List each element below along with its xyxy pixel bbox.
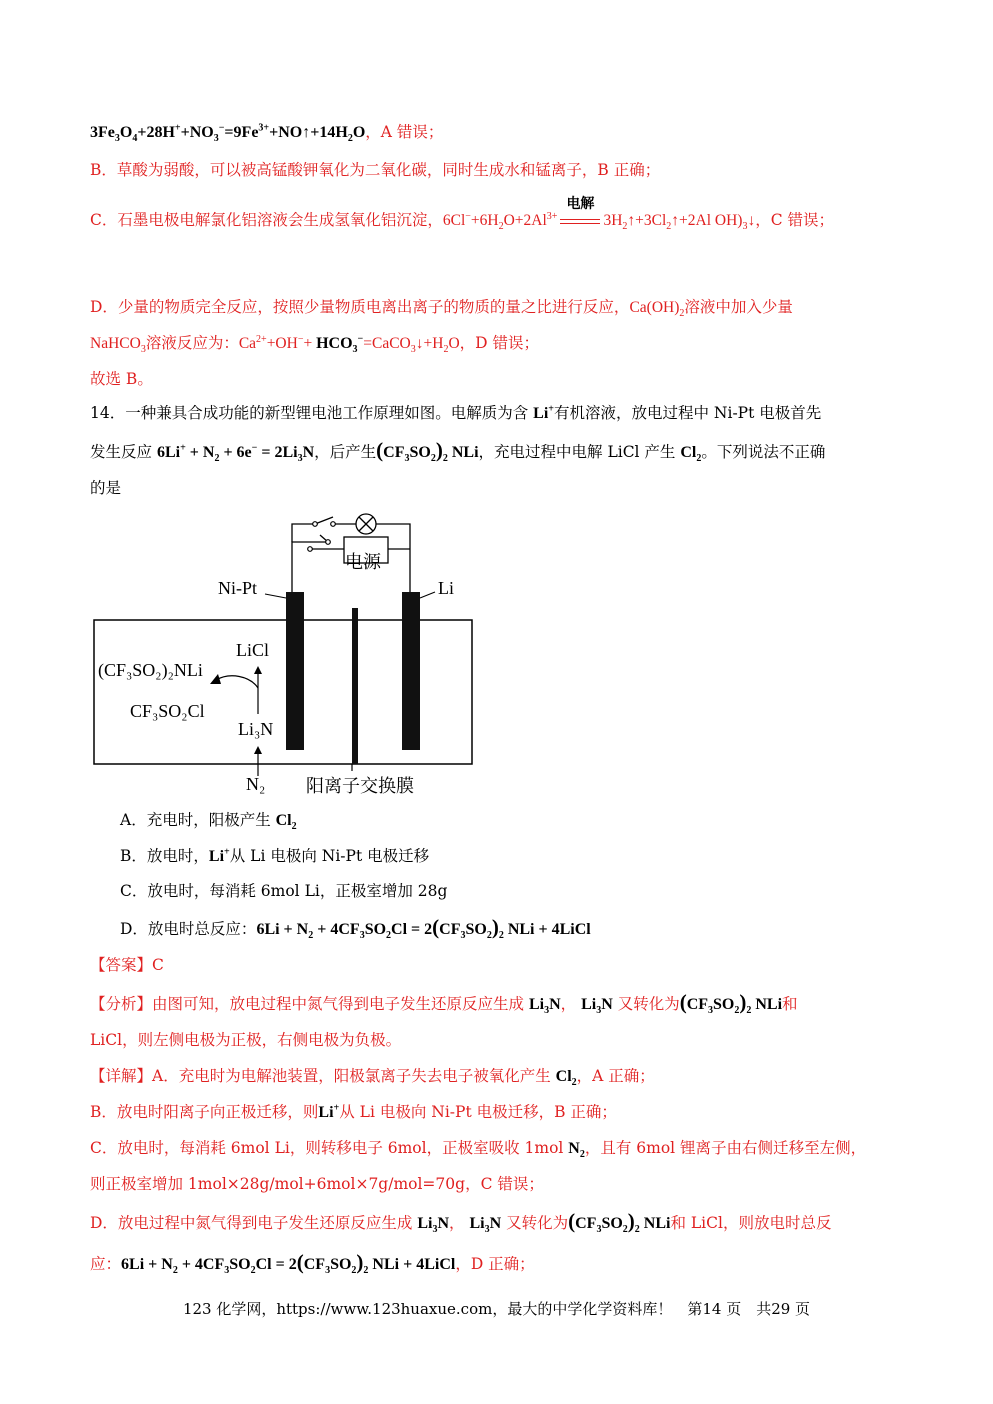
formula: $HCO_3^-$ (316, 333, 364, 356)
formula: $Cl_2$ (680, 444, 702, 465)
formula: $(CF_3SO_2)_2$ NLi (568, 1209, 671, 1236)
prev-eq-line (90, 122, 443, 143)
formula: $Li_3N$ (581, 996, 613, 1017)
formula: $Cl_2$ (555, 1068, 577, 1089)
detail-a: 【详解】A．充电时为电解池装置，阳极氯离子失去电子被氧化产生 $Cl_2$，A 正确； (90, 1067, 655, 1089)
option-c: C．放电时，每消耗 6mol Li，正极室增加 28g (120, 882, 448, 900)
membrane-label: 阳离子交换膜 (306, 776, 414, 796)
analysis-line-1: 【分析】由图可知，放电过程中氮气得到电子发生还原反应生成 $Li_3N$， $Li_3N$ 又转化为$(CF_3SO_2)_2$ NLi和 (90, 990, 798, 1017)
li-label: Li (438, 578, 454, 598)
formula: $Ca(OH)_2$ (629, 299, 685, 320)
membrane (352, 608, 358, 764)
formula: $3H_2↑+3Cl_2↑+2Al$ $OH)_3↓$ (603, 212, 756, 233)
formula: $Ca^{2+}+OH^-+$ (238, 333, 317, 352)
option-a: A．充电时，阳极产生 $Cl_2$ (120, 811, 297, 833)
n2-label: N₂ (246, 774, 266, 794)
prev-c: C．石墨电极电解氯化铝溶液会生成氢氧化铝沉淀，$6Cl^-+6H_2O+2Al^{3+}$ 电解 $3H_2↑+3Cl_2↑+2Al$ $OH)_3↓$，C 错误； (90, 196, 834, 233)
battery-diagram (90, 508, 490, 808)
prev-choose: 故选 B。 (90, 370, 153, 388)
formula: NaHCO$_3$ (90, 335, 146, 356)
product-label: (CF₃SO₂)₂NLi (98, 660, 203, 680)
option-b: B．放电时，Li+从 Li 电极向 Ni-Pt 电极迁移 (120, 846, 430, 865)
formula: $3Fe_3O_4+28H^++NO_3^-=9Fe^{3+}+NO↑+14H_2O$ (90, 122, 366, 145)
option-d: D．放电时总反应：$6Li + N_2 + 4CF_3SO_2Cl = 2(CF_3SO_2)_2$ NLi + 4LiCl (120, 915, 591, 942)
question-line-1: 14．一种兼具合成功能的新型锂电池工作原理如图。电解质为含 Li+有机溶液，放电过程中 Ni-Pt 电极首先 (90, 403, 822, 422)
formula: Li+ (533, 403, 554, 422)
detail-c2: 则正极室增加 1mol×28g/mol+6mol×7g/mol=70g，C 错误； (90, 1175, 544, 1193)
prev-d1: D．少量的物质完全反应，按照少量物质电离出离子的物质的量之比进行反应，$Ca(OH)_2$溶液中加入少量 (90, 298, 793, 320)
licl-label: LiCl (236, 640, 270, 660)
ni-pt-label: Ni-Pt (218, 578, 258, 598)
li3n-label: Li₃N (238, 719, 274, 739)
curved-arrow (216, 676, 258, 688)
formula: $6Cl^-+6H_2O+2Al^{3+}$ (442, 210, 558, 233)
li-electrode (402, 592, 420, 750)
detail-d2: 应：$6Li + N_2 + 4CF_3SO_2Cl = 2(CF_3SO_2)_2$ NLi + 4LiCl，D 正确； (90, 1250, 535, 1277)
detail-d1: D．放电过程中氮气得到电子发生还原反应生成 $Li_3N$， $Li_3N$ 又转化为$(CF_3SO_2)_2$ NLi和 LiCl，则放电时总反 (90, 1209, 832, 1236)
page-footer: 123 化学网，https://www.123huaxue.com，最大的中学化学资料库！ 第14 页 共29 页 (182, 1300, 811, 1318)
formula: Li+ (318, 1102, 340, 1121)
power-source-label: 电源 (345, 552, 381, 572)
formula: $Li_3N$ (528, 996, 561, 1017)
question-line-2: 发生反应 $6Li^+ + N_2 + 6e^- = 2Li_3N$，后产生$(CF_3SO_2)_2$ NLi，充电过程中电解 LiCl 产生 $Cl_2$。下列说法不正确 (90, 438, 826, 465)
ni-pt-electrode (286, 592, 304, 750)
prev-d2: NaHCO$_3$溶液反应为：$Ca^{2+}+OH^-+$ $HCO_3^-=CaCO_3↓+H_2O$，D 错误； (90, 333, 539, 356)
formula: $N_2$ (568, 1140, 585, 1161)
battery-svg (90, 508, 490, 808)
formula: $6Li^+ + N_2 + 6e^- = 2Li_3N$ (156, 442, 315, 465)
question-line-3: 的是 (90, 479, 122, 497)
formula: $(CF_3SO_2)_2$ NLi (376, 438, 479, 465)
formula: Li+ (208, 846, 230, 865)
formula: $(CF_3SO_2)_2$ NLi (679, 990, 783, 1017)
detail-c1: C．放电时，每消耗 6mol Li，则转移电子 6mol，正极室吸收 1mol $N_2$，且有 6mol 锂离子由右侧迁移至左侧， (90, 1139, 867, 1161)
analysis-line-2: LiCl，则左侧电极为正极，右侧电极为负极。 (90, 1031, 402, 1049)
switch-node (331, 522, 336, 527)
formula: $Li_3N$ (417, 1215, 450, 1236)
switch-node (313, 522, 318, 527)
formula: $Li_3N$ (469, 1215, 502, 1236)
verdict: ，A 错误； (365, 123, 444, 141)
cf3so2cl-label: CF₃SO₂Cl (130, 701, 205, 721)
formula: $6Li + N_2 + 4CF_3SO_2Cl = 2(CF_3SO_2)_2$ NLi + 4LiCl (256, 915, 591, 942)
wire-left-top (292, 524, 315, 542)
detail-b: B．放电时阳离子向正极迁移，则Li+从 Li 电极向 Ni-Pt 电极迁移，B 正确； (90, 1102, 617, 1121)
prev-b: B．草酸为弱酸，可以被高锰酸钾氧化为二氧化碳，同时生成水和锰离子，B 正确； (90, 161, 661, 179)
answer-line: 【答案】C (90, 956, 164, 974)
formula: $Cl_2$ (275, 812, 297, 833)
electrolysis-arrow: 电解 (557, 210, 603, 230)
formula: $=CaCO_3↓+H_2O$ (363, 335, 460, 356)
formula: $6Li + N_2 + 4CF_3SO_2Cl = 2(CF_3SO_2)_2$ NLi + 4LiCl (121, 1250, 456, 1277)
